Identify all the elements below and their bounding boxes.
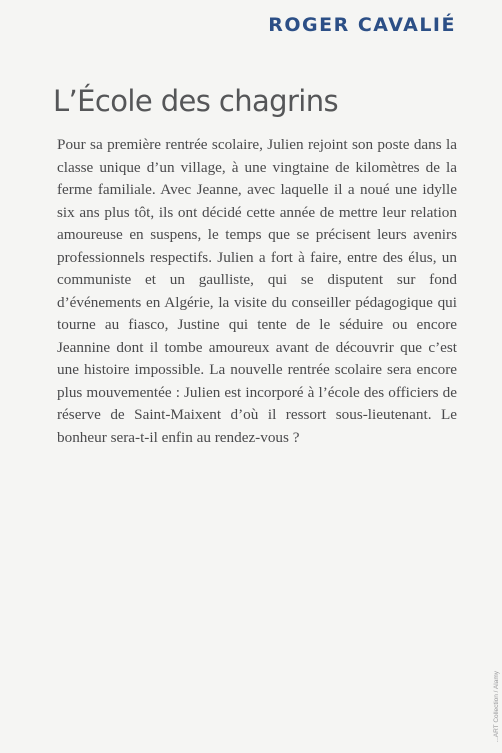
photo-credit: ...ART Collection / Alamy xyxy=(493,671,500,743)
book-summary: Pour sa première rentrée scolaire, Julien rejoint son poste dans la classe unique d’un village, à une vingtaine de kilomètres de la ferme familiale. Avec Jeanne, avec laquelle il a noué une idylle six ans plus tôt, ils ont décidé cette année de mettre leur relation amoureuse en suspens, le temps que se précisent leurs avenirs professionnels respectifs. Julien a fort à faire, entre des élus, un communiste et un gaulliste, qui se disputent sur fond d’événements en Algérie, la visite du conseiller pédagogique qui tourne au fiasco, Justine qui tente de le séduire ou encore Jeannine dont il tombe amoureux avant de découvrir que c’est une histoire impossible. La nouvelle rentrée scolaire sera encore plus mouvementée : Julien est incorporé à l’école des officiers de réserve de Saint-Maixent d’où il ressort sous-lieutenant. Le bonheur sera-t-il enfin au rendez-vous ? xyxy=(57,136,457,446)
book-title: L’École des chagrins xyxy=(53,84,339,118)
author-name: ROGER CAVALIÉ xyxy=(268,14,456,36)
